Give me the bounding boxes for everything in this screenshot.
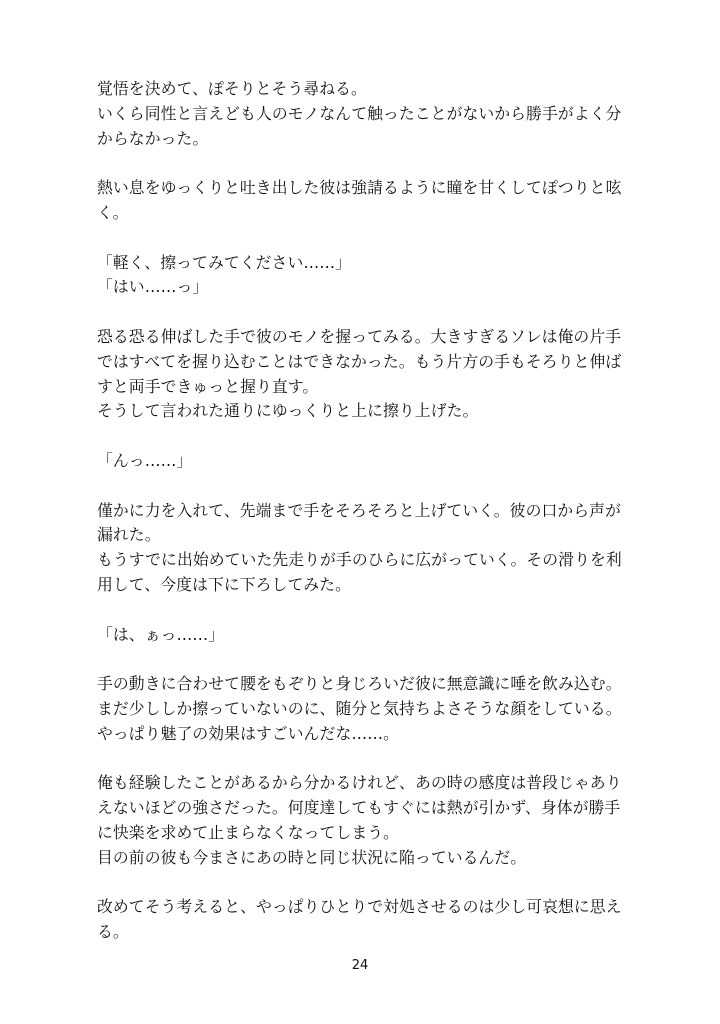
dialogue-line: 「は、ぁっ……」 — [97, 624, 225, 644]
text-line: 目の前の彼も今まさにあの時と同じ状況に陥っているんだ。 — [97, 847, 527, 867]
dialogue-line: 「はい……っ」 — [97, 277, 209, 297]
text-line: まだ少ししか擦っていないのに、随分と気持ちよさそうな顔をしている。 — [97, 698, 622, 718]
text-line: 改めてそう考えると、やっぱりひとりで対処させるのは少し可哀想に思える。 — [97, 897, 622, 942]
paragraph-4 — [97, 325, 629, 424]
paragraph-8 — [97, 672, 629, 746]
dialogue-line: 「軽く、擦ってみてください……」 — [97, 252, 352, 272]
text-line: 手の動きに合わせて腰をもぞりと身じろいだ彼に無意識に唾を飲み込む。 — [97, 674, 622, 694]
text-line: 俺も経験したことがあるから分かるけれど、あの時の感度は普段じゃありえないほどの強さだった。何度達してもすぐには熱が引かず、身体が勝手に快楽を求めて止まらなくなってしまう。 — [97, 773, 622, 842]
paragraph-2 — [97, 176, 629, 226]
body-text — [97, 77, 629, 970]
text-line: 覚悟を決めて、ぽそりとそう尋ねる。 — [97, 79, 367, 98]
paragraph-5 — [97, 449, 629, 474]
dialogue-line: 「んっ……」 — [97, 450, 193, 470]
text-line: いくら同性と言えども人のモノなんて触ったことがないから勝手がよく分からなかった。 — [97, 103, 622, 148]
text-line: 僅かに力を入れて、先端まで手をそろそろと上げていく。彼の口から声が漏れた。 — [97, 500, 621, 545]
paragraph-7 — [97, 623, 629, 648]
text-line: もうすでに出始めていた先走りが手のひらに広がっていく。その滑りを利用して、今度は下に下ろしてみた。 — [97, 550, 622, 594]
paragraph-1 — [97, 77, 629, 151]
page-number: 24 — [351, 958, 369, 973]
text-line: 熱い息をゆっくりと吐き出した彼は強請るように瞳を甘くしてぽつりと呟く。 — [97, 178, 622, 222]
text-line: やっぱり魅了の効果はすごいんだな……。 — [97, 723, 400, 743]
paragraph-10 — [97, 895, 629, 945]
paragraph-9 — [97, 771, 629, 870]
text-line: そうして言われた通りにゆっくりと上に擦り上げた。 — [97, 401, 479, 421]
text-line: 恐る恐る伸ばした手で彼のモノを握ってみる。大きすぎるソレは俺の片手ではすべてを握り込むことはできなかった。もう片方の手もそろりと伸ばすと両手できゅっと握り直す。 — [97, 326, 622, 396]
paragraph-3 — [97, 251, 629, 301]
paragraph-6 — [97, 499, 629, 598]
